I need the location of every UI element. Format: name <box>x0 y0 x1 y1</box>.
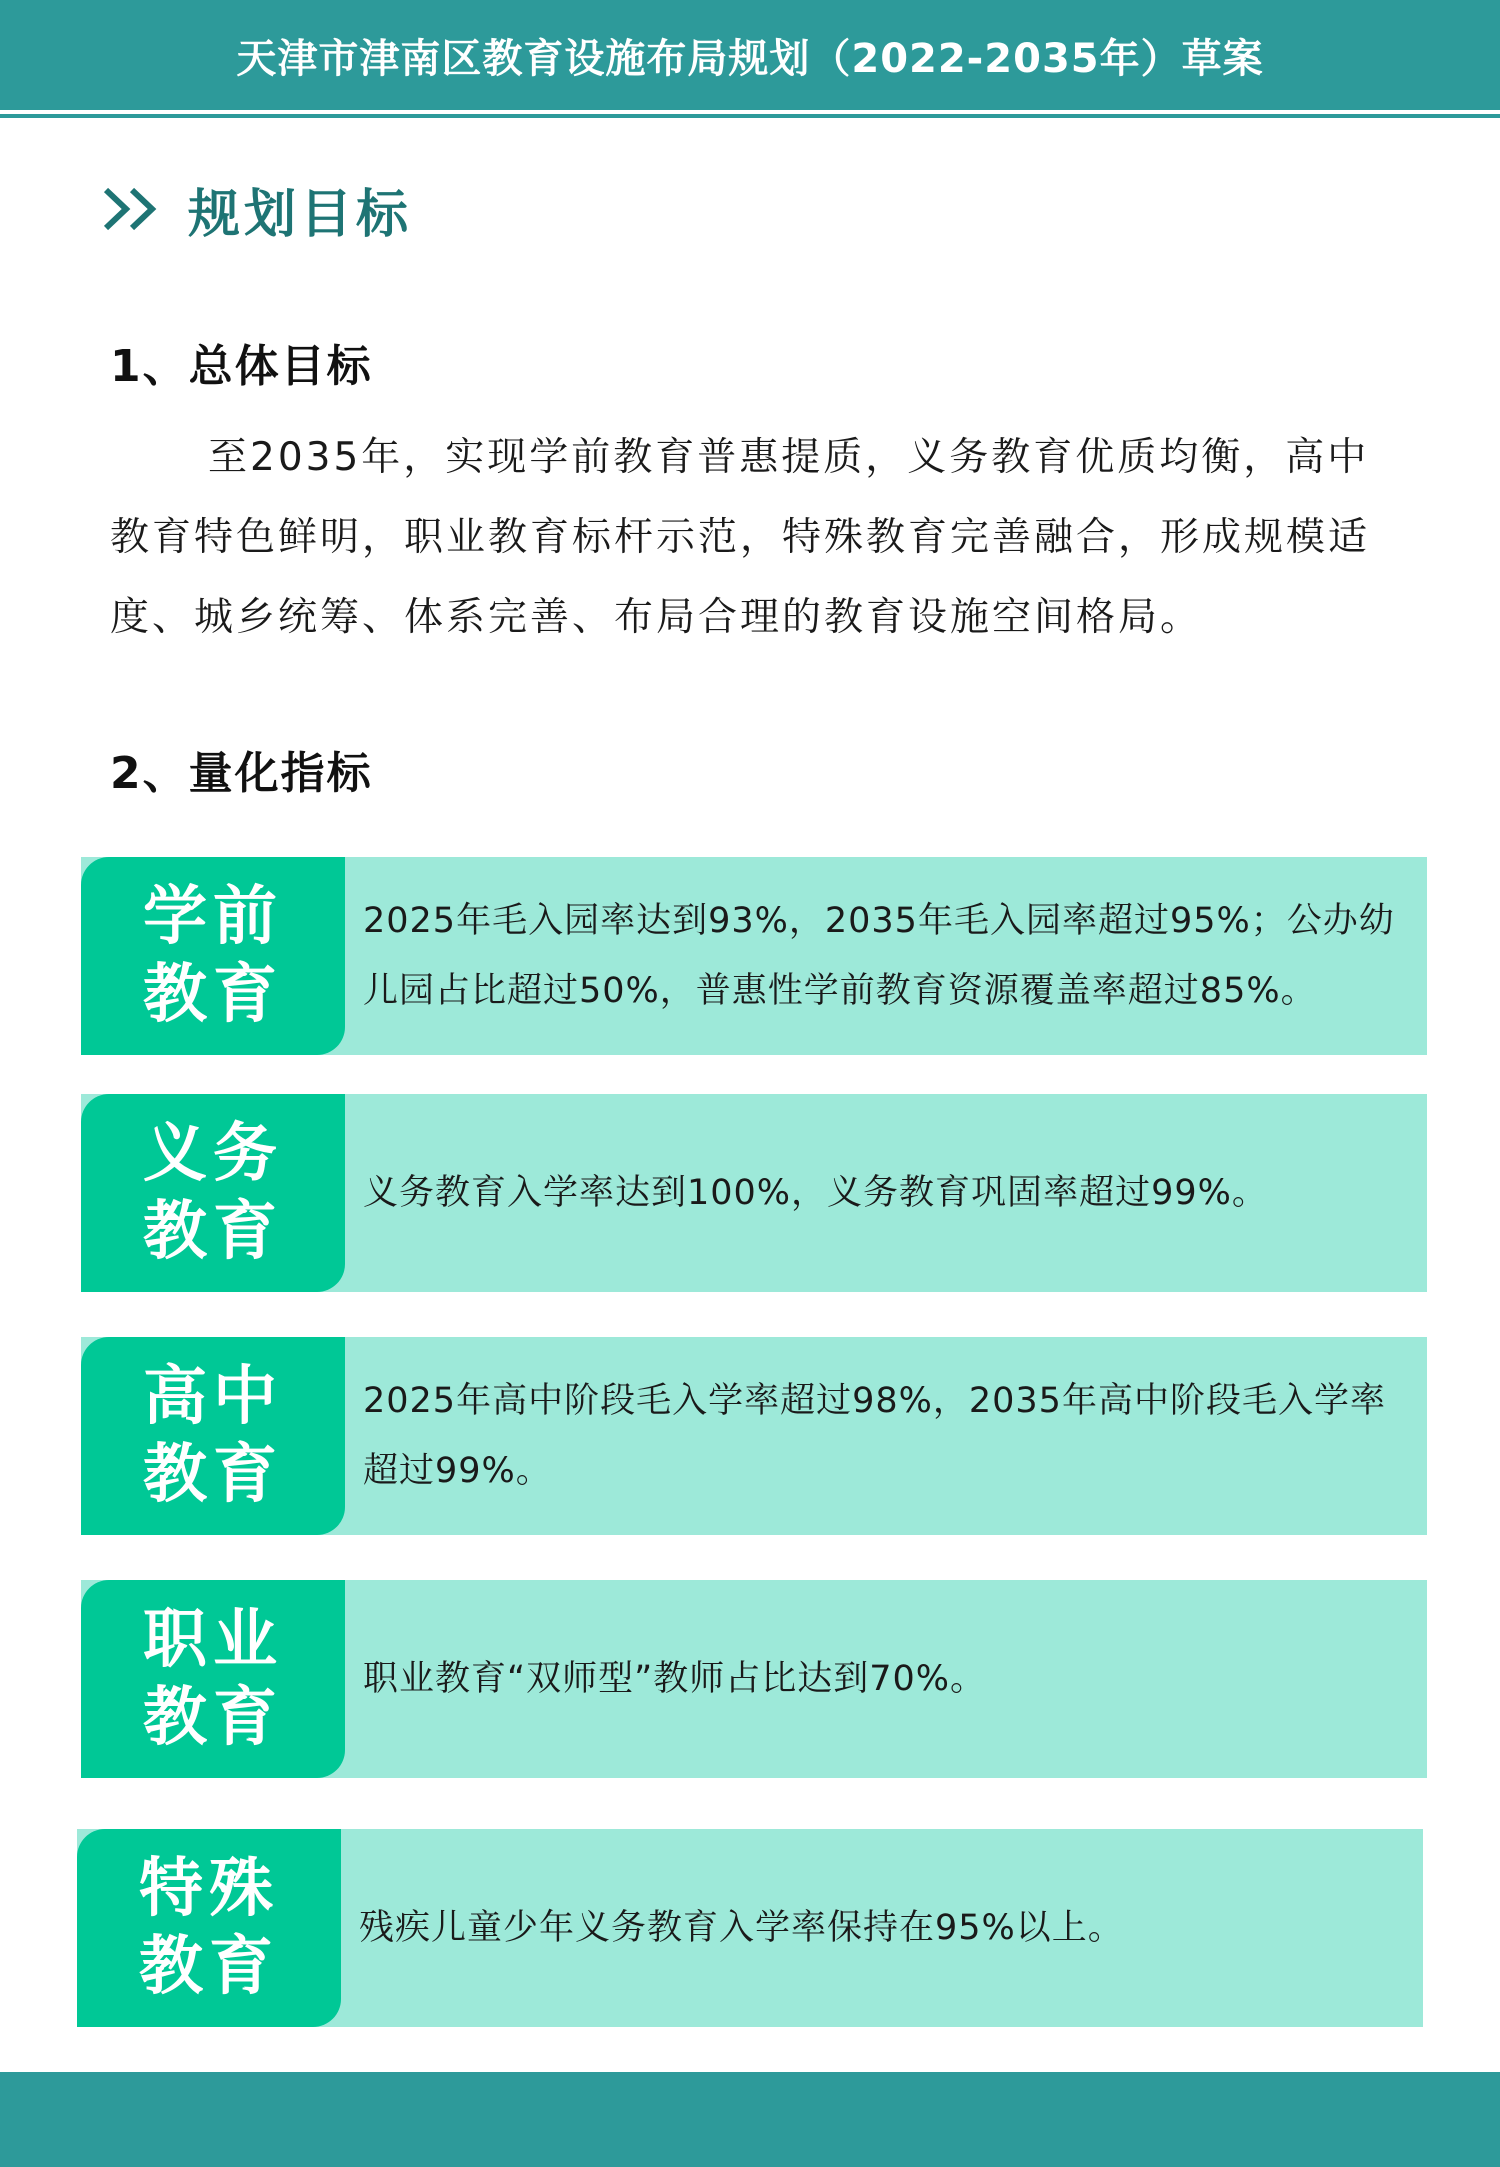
card-label-line: 学前 <box>143 880 283 954</box>
card-label-line: 教育 <box>143 958 283 1032</box>
card-text: 2025年高中阶段毛入学率超过98%，2035年高中阶段毛入学率超过99%。 <box>363 1381 1386 1491</box>
card-label-line: 特殊 <box>139 1852 279 1926</box>
section-heading <box>102 172 412 246</box>
card-label <box>81 1580 345 1778</box>
indicator-card-compulsory <box>81 1094 1427 1292</box>
overall-goal-heading: 1、总体目标 <box>110 341 373 392</box>
indicator-card-vocational <box>81 1580 1427 1778</box>
header-bar <box>0 0 1500 110</box>
card-label-line: 职业 <box>143 1603 283 1677</box>
card-text: 职业教育“双师型”教师占比达到70%。 <box>363 1659 987 1699</box>
card-label-line: 教育 <box>143 1195 283 1269</box>
card-label-line: 义务 <box>143 1117 283 1191</box>
document-title: 天津市津南区教育设施布局规划（2022-2035年）草案 <box>236 35 1264 82</box>
card-label <box>81 857 345 1055</box>
card-text: 残疾儿童少年义务教育入学率保持在95%以上。 <box>359 1908 1124 1948</box>
indicators-heading: 2、量化指标 <box>110 748 373 799</box>
card-label <box>81 1094 345 1292</box>
indicator-card-special <box>77 1829 1423 2027</box>
card-label <box>77 1829 341 2027</box>
card-label-line: 高中 <box>143 1360 283 1434</box>
card-text: 2025年毛入园率达到93%，2035年毛入园率超过95%；公办幼儿园占比超过50%，普惠性学前教育资源覆盖率超过85%。 <box>363 901 1395 1011</box>
card-label-line: 教育 <box>139 1930 279 2004</box>
card-label <box>81 1337 345 1535</box>
section-title: 规划目标 <box>188 184 413 245</box>
overall-goal-text: 至2035年，实现学前教育普惠提质，义务教育优质均衡，高中教育特色鲜明，职业教育标杆示范，特殊教育完善融合，形成规模适度、城乡统筹、体系完善、布局合理的教育设施空间格局。 <box>110 435 1371 640</box>
indicator-card-preschool <box>81 857 1427 1055</box>
card-text: 义务教育入学率达到100%，义务教育巩固率超过99%。 <box>363 1173 1268 1213</box>
footer-bar <box>0 2072 1500 2167</box>
card-label-line: 教育 <box>143 1438 283 1512</box>
indicator-card-highschool <box>81 1337 1427 1535</box>
header-divider <box>0 114 1500 118</box>
double-chevron-right-icon <box>102 186 160 232</box>
card-label-line: 教育 <box>143 1681 283 1755</box>
